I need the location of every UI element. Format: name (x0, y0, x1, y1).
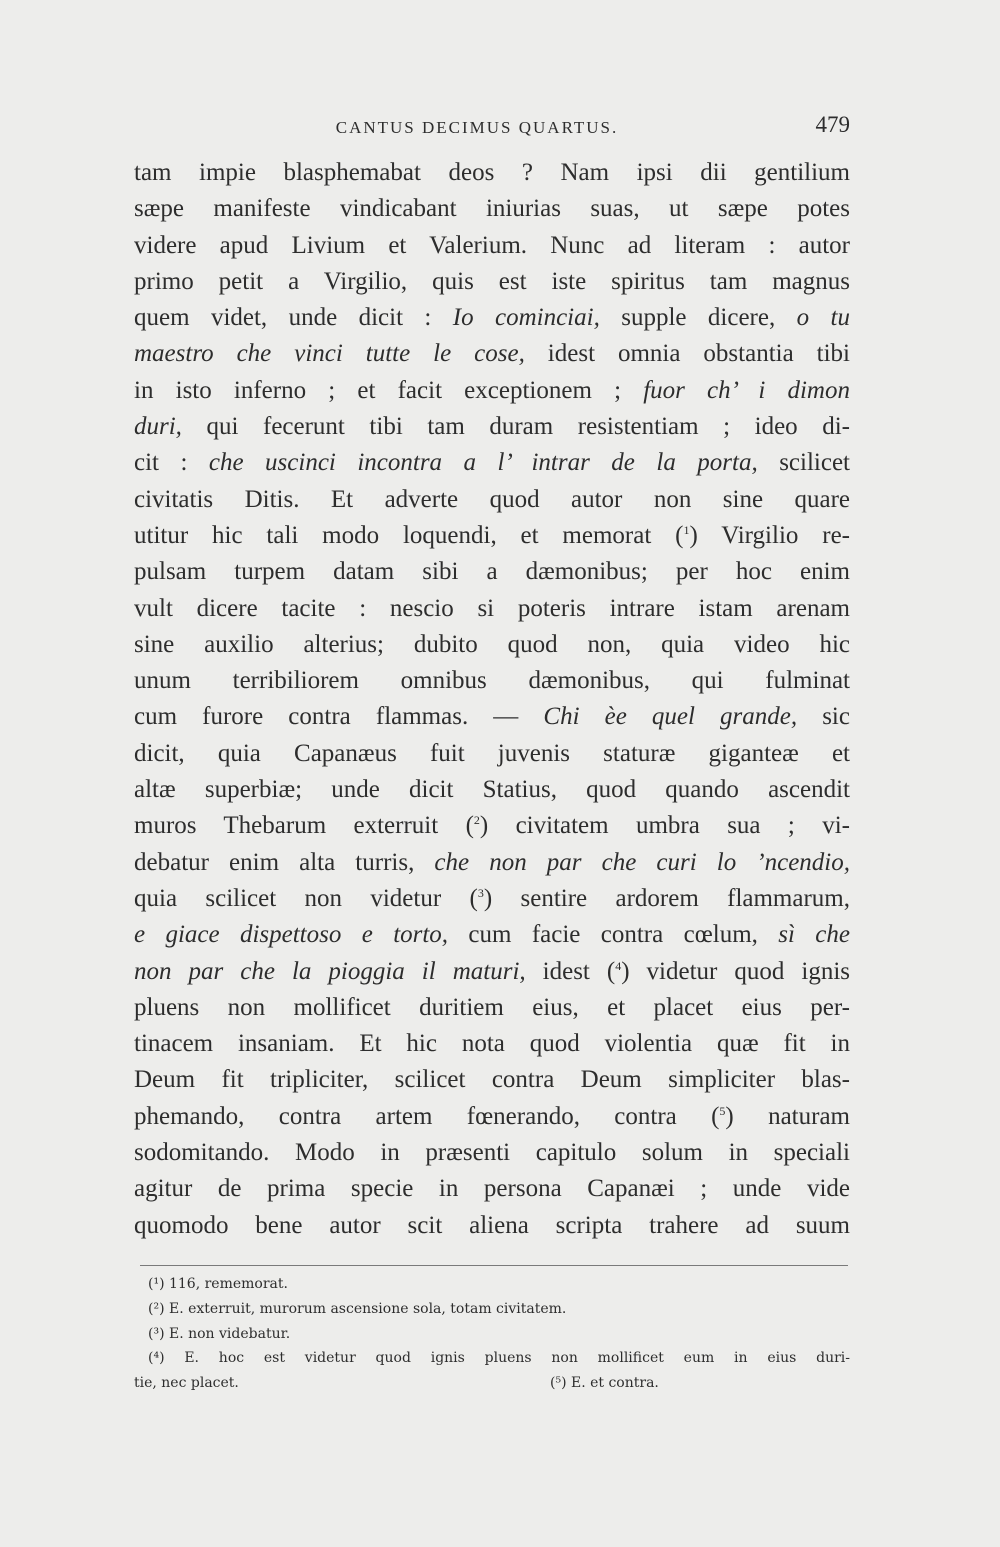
text-run: agitur de prima specie in persona Capanæi ; unde vide (134, 1175, 850, 1203)
text-run: sæpe manifeste vindicabant iniurias suas, ut sæpe potes (134, 195, 850, 223)
text-line (134, 336, 850, 372)
italic-quote: fuor ch’ i dimon (643, 376, 850, 404)
text-run: idest ( (525, 957, 616, 985)
text-line (134, 373, 850, 409)
text-line (134, 1062, 850, 1098)
body-text (134, 155, 850, 1244)
text-line (134, 554, 850, 590)
text-run: videre apud Livium et Valerium. Nunc ad literam : autor (134, 231, 850, 259)
text-run: sine auxilio alterius; dubito quod non, quia video hic (134, 630, 850, 658)
text-line (134, 1171, 850, 1207)
italic-quote: non par che la pioggia il maturi, (134, 957, 526, 985)
italic-quote: Chi èe quel grande, (543, 703, 798, 731)
running-title: CANTUS DECIMUS QUARTUS. (335, 118, 619, 137)
italic-quote: Io cominciai, (452, 304, 600, 332)
text-line (134, 990, 850, 1026)
footnote-4-continuation: tie, nec placet. (134, 1375, 239, 1392)
footnote-5: (⁵) E. et contra. (550, 1375, 659, 1392)
text-run: sodomitando. Modo in præsenti capitulo solum in speciali (134, 1139, 850, 1167)
page-number: 479 (815, 112, 850, 137)
text-run: civitatis Ditis. Et adverte quod autor non sine quare (134, 485, 850, 513)
text-run: quia scilicet non videtur ( (134, 884, 478, 912)
text-line (134, 663, 850, 699)
italic-quote: duri, (134, 413, 182, 441)
text-line (134, 1208, 850, 1244)
italic-quote: che non par che curi lo ’ncendio, (434, 848, 850, 876)
text-run: ) Virgilio re- (689, 521, 850, 549)
text-run: primo petit a Virgilio, quis est iste spiritus tam magnus (134, 267, 850, 295)
footnote-1: (¹) 116, rememorat. (148, 1276, 288, 1292)
italic-quote: che uscinci incontra a l’ intrar de la porta, (208, 449, 758, 477)
text-run: tam impie blasphemabat deos ? Nam ipsi dii gentilium (134, 159, 850, 186)
text-run: ) videtur quod ignis (621, 957, 850, 985)
text-line (134, 881, 850, 917)
text-run: ) naturam (725, 1102, 850, 1130)
footnote-last-line (134, 1371, 850, 1396)
footnotes (134, 1272, 850, 1396)
footnote-marker: 2 (473, 813, 480, 828)
italic-quote: e giace dispettoso e torto, (134, 921, 449, 949)
text-line (134, 300, 850, 336)
text-run: utitur hic tali modo loquendi, et memorat ( (134, 521, 684, 549)
text-line (134, 627, 850, 663)
text-line (134, 482, 850, 518)
text-line (134, 772, 850, 808)
text-run: pulsam turpem datam sibi a dæmonibus; per hoc enim (134, 558, 850, 586)
text-run: vult dicere tacite : nescio si poteris intrare istam arenam (134, 594, 850, 622)
text-run: altæ superbiæ; unde dicit Statius, quod quando ascendit (134, 776, 850, 804)
text-run: quem videt, unde dicit : (134, 304, 453, 332)
text-line (134, 845, 850, 881)
text-run: phemando, contra artem fœnerando, contra ( (134, 1102, 720, 1130)
text-run: ) civitatem umbra sua ; vi- (479, 812, 850, 840)
text-run: cit : (134, 449, 209, 477)
text-line (134, 228, 850, 264)
text-run: pluens non mollificet duritiem eius, et placet eius per- (134, 993, 850, 1021)
text-line (134, 591, 850, 627)
text-line (134, 736, 850, 772)
text-run: cum facie contra cœlum, (448, 921, 779, 949)
footnote-marker: 1 (683, 522, 690, 537)
italic-quote: sì che (778, 921, 850, 949)
text-line (134, 445, 850, 481)
text-run: dicit, quia Capanæus fuit juvenis staturæ giganteæ et (134, 739, 850, 767)
text-line (134, 917, 850, 953)
italic-quote: o tu (796, 304, 850, 332)
footnote-3: (³) E. non videbatur. (148, 1325, 291, 1342)
text-line (134, 155, 850, 191)
text-run: unum terribiliorem omnibus dæmonibus, qui fulminat (134, 667, 850, 695)
text-run: sic (797, 703, 850, 731)
text-line (134, 264, 850, 300)
text-run: muros Thebarum exterruit ( (134, 812, 474, 840)
text-run: quomodo bene autor scit aliena scripta trahere ad suum (134, 1211, 850, 1239)
text-line (134, 1135, 850, 1171)
text-line (134, 699, 850, 735)
text-run: debatur enim alta turris, (134, 848, 435, 876)
text-run: tinacem insaniam. Et hic nota quod violentia quæ fit in (134, 1030, 850, 1058)
footnote-divider (140, 1265, 848, 1266)
text-run: idest omnia obstantia tibi (524, 340, 850, 368)
text-run: in isto inferno ; et facit exceptionem ; (134, 376, 644, 404)
text-line (134, 1026, 850, 1062)
footnote-2: (²) E. exterruit, murorum ascensione sola, totam civitatem. (148, 1300, 567, 1317)
running-head (134, 112, 850, 142)
text-run: ) sentire ardorem flammarum, (483, 884, 850, 912)
footnote-marker: 4 (615, 958, 622, 973)
text-run: supple dicere, (599, 304, 797, 332)
text-line (134, 808, 850, 844)
footnote-4: (⁴) E. hoc est videtur quod ignis pluens non mollificet eum in eius duri- (148, 1350, 850, 1367)
text-line (134, 191, 850, 227)
text-line (134, 1099, 850, 1135)
text-line (134, 954, 850, 990)
italic-quote: maestro che vinci tutte le cose, (134, 340, 525, 368)
text-run: scilicet (757, 449, 850, 477)
text-line (134, 409, 850, 445)
text-run: qui fecerunt tibi tam duram resistentiam ; ideo di- (181, 413, 850, 441)
text-line (134, 518, 850, 554)
footnote-marker: 5 (719, 1103, 726, 1118)
text-run: cum furore contra flammas. — (134, 703, 544, 731)
text-run: Deum fit tripliciter, scilicet contra Deum simpliciter blas- (134, 1066, 850, 1094)
footnote-marker: 3 (477, 885, 484, 900)
